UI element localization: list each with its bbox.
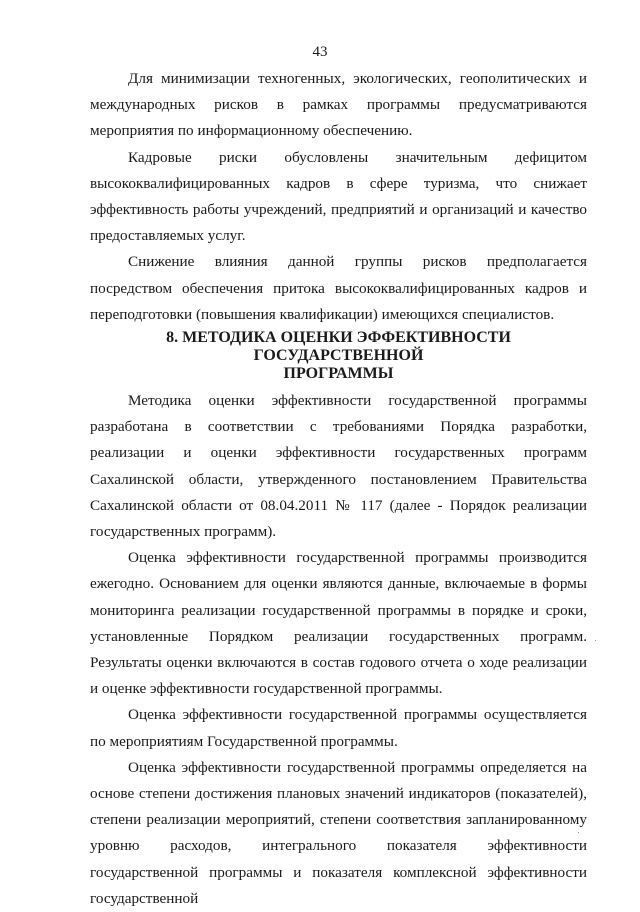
paragraph-annual-evaluation: Оценка эффективности государственной программы производится ежегодно. Основанием для оценки являются данные, включаемые в формы мониторинга реализации государственной программы в порядке и сроки, установленные Порядком реализации государственных программ. Результаты оценки включаются в состав годового отчета о ходе реализации и оценке эффективности государственной программы. — [90, 549, 587, 698]
document-body — [90, 66, 587, 912]
scan-artifact — [595, 640, 596, 641]
paragraph-risk-minimization: Для минимизации техногенных, экологических, геополитических и международных рисков в рамках программы предусматриваются мероприятия по информационному обеспечению. — [90, 70, 587, 140]
scan-artifact — [578, 832, 579, 833]
paragraph-risk-reduction: Снижение влияния данной группы рисков предполагается посредством обеспечения притока высококвалифицированных кадров и переподготовки (повышения квалификации) имеющихся специалистов. — [90, 253, 587, 323]
paragraph-personnel-risks: Кадровые риски обусловлены значительным дефицитом высококвалифицированных кадров в сфере туризма, что снижает эффективность работы учреждений, предприятий и организаций и качество предоставляемых услуг. — [90, 148, 587, 245]
paragraph-evaluation-criteria: Оценка эффективности государственной программы определяется на основе степени достижения плановых значений индикаторов (показателей), степени реализации мероприятий, степени соответствия запланированному уровню расходов, интегрального показателя эффективности государственной программы и показателя комплексной эффективности государственной — [90, 758, 587, 907]
page-number: 43 — [312, 44, 328, 60]
paragraph-evaluation-by-measures: Оценка эффективности государственной программы осуществляется по мероприятиям Государственной программы. — [90, 706, 587, 750]
section-heading-line-1: 8. МЕТОДИКА ОЦЕНКИ ЭФФЕКТИВНОСТИ ГОСУДАРСТВЕННОЙ — [166, 329, 511, 365]
paragraph-methodology-basis: Методика оценки эффективности государственной программы разработана в соответствии с требованиями Порядка разработки, реализации и оценки эффективности государственных программ Сахалинской области, утвержденного постановлением Правительства Сахалинской области от 08.04.2011 № 117 (далее - Порядок реализации государственных программ). — [90, 392, 587, 541]
section-heading-line-2: ПРОГРАММЫ — [283, 365, 394, 383]
section-heading — [90, 329, 587, 388]
